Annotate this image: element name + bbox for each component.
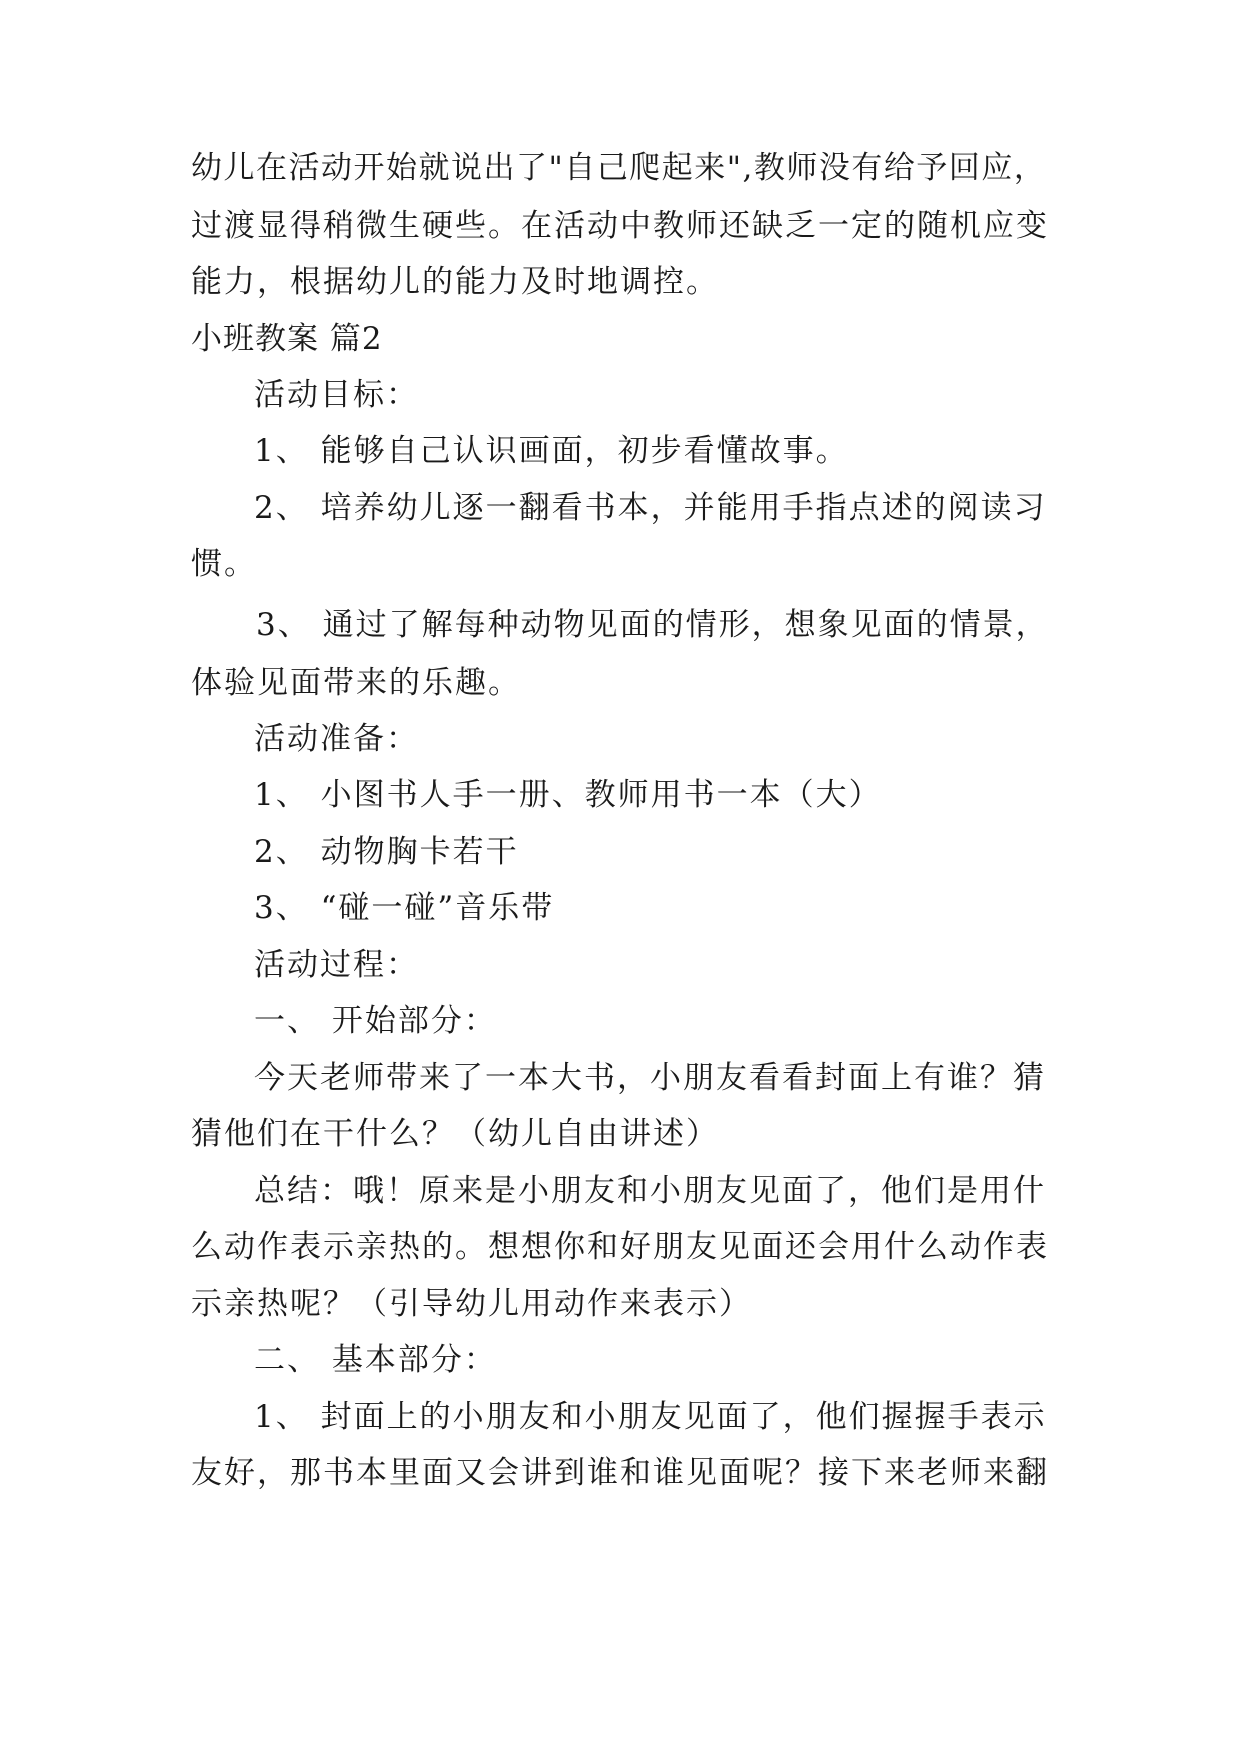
paragraph-line: 惯。 [191, 546, 257, 582]
paragraph-line: 总结：哦！原来是小朋友和小朋友见面了，他们是用什 [254, 1173, 1046, 1209]
subheading: 活动过程： [254, 947, 419, 983]
list-item: 2、 培养幼儿逐一翻看书本，并能用手指点述的阅读习 [254, 490, 1047, 526]
paragraph-line: 猜他们在干什么？（幼儿自由讲述） [191, 1116, 719, 1152]
paragraph-line: 能力，根据幼儿的能力及时地调控。 [191, 264, 719, 300]
list-item: 3、 通过了解每种动物见面的情形，想象见面的情景， [256, 607, 1049, 643]
paragraph-line: 么动作表示亲热的。想想你和好朋友见面还会用什么动作表 [191, 1229, 1049, 1265]
list-item: 1、 小图书人手一册、教师用书一本（大） [254, 777, 882, 813]
paragraph-line: 示亲热呢？（引导幼儿用动作来表示） [191, 1286, 752, 1322]
paragraph-line: 幼儿在活动开始就说出了"自己爬起来",教师没有给予回应， [191, 150, 1047, 186]
list-item: 2、 动物胸卡若干 [254, 834, 519, 870]
subheading: 活动目标： [254, 377, 419, 413]
subheading: 一、 开始部分： [254, 1003, 497, 1039]
paragraph-line: 体验见面带来的乐趣。 [191, 665, 521, 701]
section-heading: 小班教案 篇2 [191, 321, 383, 357]
list-item: 1、 能够自己认识画面，初步看懂故事。 [254, 433, 849, 469]
paragraph-line: 今天老师带来了一本大书，小朋友看看封面上有谁？猜 [254, 1060, 1046, 1096]
subheading: 活动准备： [254, 721, 419, 757]
paragraph-line: 过渡显得稍微生硬些。在活动中教师还缺乏一定的随机应变 [191, 208, 1049, 244]
list-item: 3、 “碰一碰”音乐带 [254, 890, 555, 926]
subheading: 二、 基本部分： [254, 1342, 497, 1378]
paragraph-line: 友好，那书本里面又会讲到谁和谁见面呢？接下来老师来翻 [191, 1455, 1049, 1491]
list-item: 1、 封面上的小朋友和小朋友见面了，他们握握手表示 [254, 1399, 1047, 1435]
